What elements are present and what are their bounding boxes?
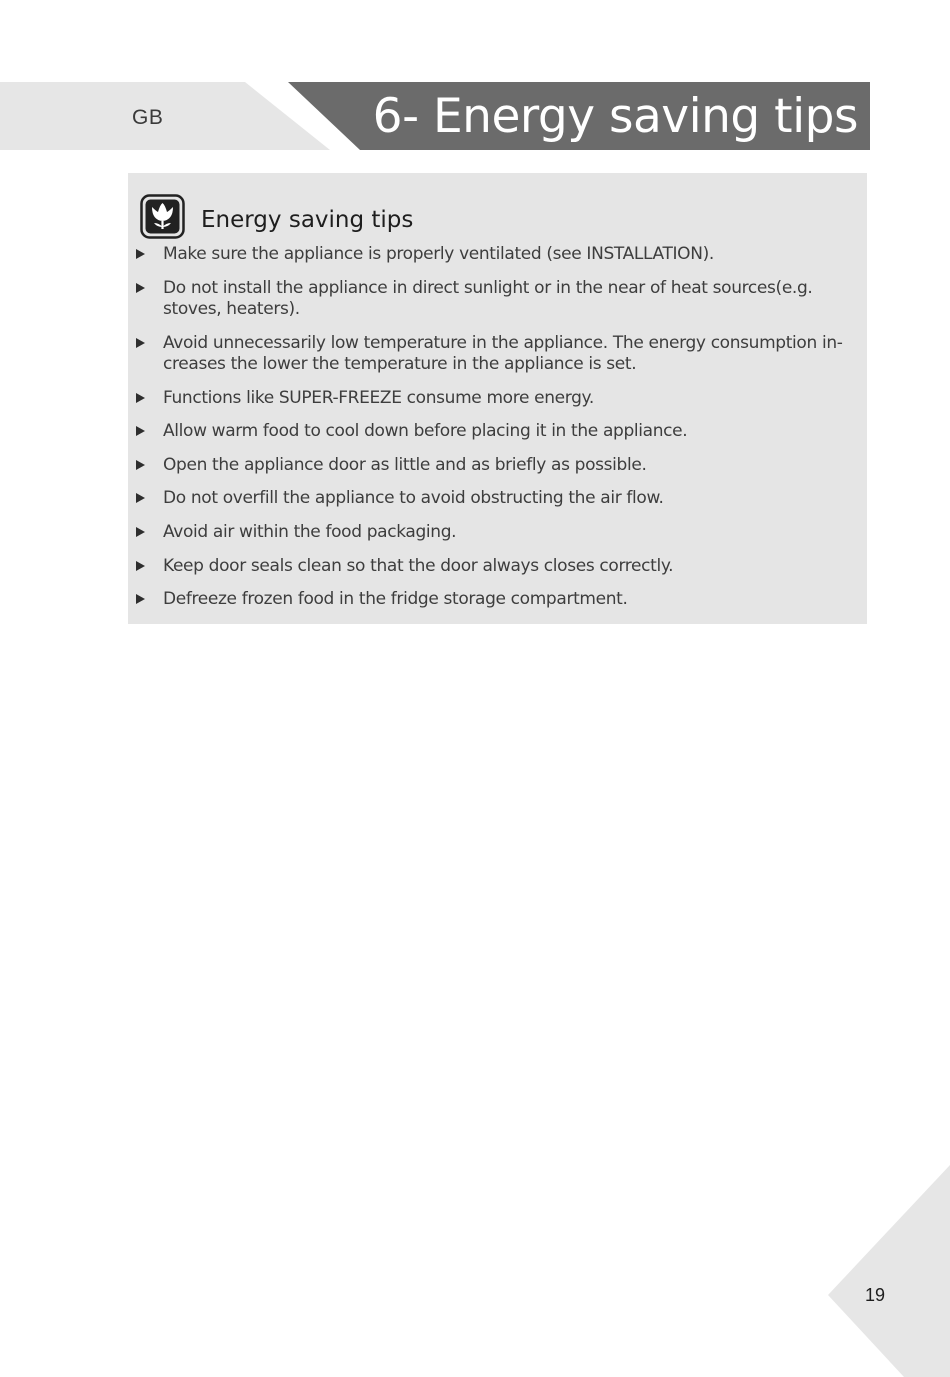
tip-text: Functions like SUPER-FREEZE consume more energy. [163,388,594,408]
bullet-icon [136,594,145,604]
header-language-tab [0,82,330,150]
list-item [163,421,863,442]
bullet-icon [136,561,145,571]
page-corner-tab [828,1165,950,1377]
tip-text: Allow warm food to cool down before placing it in the appliance. [163,421,688,441]
list-item [163,333,863,375]
bullet-icon [136,493,145,503]
tip-text: Do not install the appliance in direct sunlight or in the near of heat sources(e.g. stoves, heaters). [163,278,813,319]
eco-flower-icon [140,194,185,239]
tip-text: Make sure the appliance is properly ventilated (see INSTALLATION). [163,244,714,264]
list-item [163,244,863,265]
list-item [163,556,863,577]
tip-text: Open the appliance door as little and as briefly as possible. [163,455,647,475]
bullet-icon [136,249,145,259]
list-item [163,455,863,476]
list-item [163,522,863,543]
tip-text: Do not overfill the appliance to avoid obstructing the air flow. [163,488,664,508]
tip-text: Keep door seals clean so that the door always closes correctly. [163,556,674,576]
bullet-icon [136,393,145,403]
tip-text: Defreeze frozen food in the fridge storage compartment. [163,589,628,609]
tip-text: Avoid unnecessarily low temperature in the appliance. The energy consumption in-creases the lower the temperature in the appliance is set. [163,333,843,374]
list-item [163,589,863,610]
bullet-icon [136,283,145,293]
bullet-icon [136,338,145,348]
list-item [163,388,863,409]
bullet-icon [136,460,145,470]
language-label: GB [132,106,164,129]
chapter-title: 6- Energy saving tips [372,89,858,144]
page-number: 19 [865,1285,886,1305]
tip-text: Avoid air within the food packaging. [163,522,457,542]
bullet-icon [136,527,145,537]
list-item [163,488,863,509]
bullet-icon [136,426,145,436]
section-title: Energy saving tips [201,207,414,233]
list-item [163,278,863,320]
